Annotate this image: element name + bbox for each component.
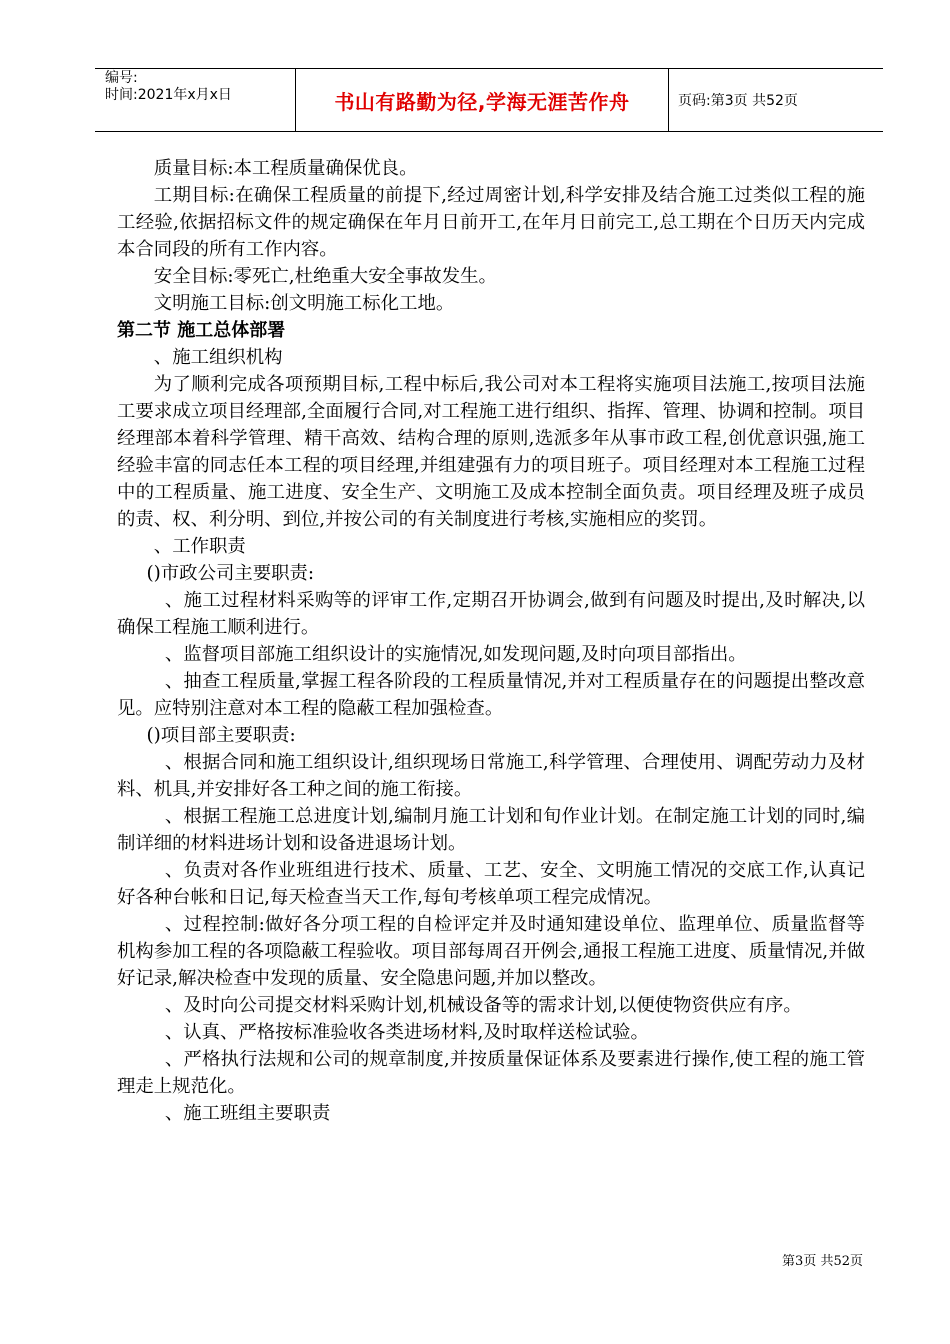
schedule-goal: 工期目标:在确保工程质量的前提下,经过周密计划,科学安排及结合施工过类似工程的施工经验,依据招标文件的规定确保在年月日前开工,在年月日前完工,总工期在个日历天内完成本合同段的所有工作内容。 — [117, 185, 865, 260]
list-item: 、及时向公司提交材料采购计划,机械设备等的需求计划,以便使物资供应有序。 — [164, 995, 802, 1016]
header-page-info: 页码:第3页 共52页 — [678, 93, 798, 109]
subsection-title: 、工作职责 — [153, 536, 246, 557]
list-item: 、负责对各作业班组进行技术、质量、工艺、安全、文明施工情况的交底工作,认真记好各种台帐和日记,每天检查当天工作,每旬考核单项工程完成情况。 — [117, 860, 865, 908]
list-item: 、施工过程材料采购等的评审工作,定期召开协调会,做到有问题及时提出,及时解决,以确保工程施工顺利进行。 — [117, 590, 865, 638]
subsection-title: 、施工班组主要职责 — [164, 1103, 331, 1124]
header-meta — [95, 69, 296, 131]
list-item: 、严格执行法规和公司的规章制度,并按质量保证体系及要素进行操作,使工程的施工管理走上规范化。 — [117, 1049, 865, 1097]
header-motto: 书山有路勤为径,学海无涯苦作舟 — [296, 69, 669, 131]
paragraph: 为了顺利完成各项预期目标,工程中标后,我公司对本工程将实施项目法施工,按项目法施工要求成立项目经理部,全面履行合同,对工程施工进行组织、指挥、管理、协调和控制。项目经理部本着科学管理、精干高效、结构合理的原则,选派多年从事市政工程,创优意识强,施工经验丰富的同志任本工程的项目经理,并组建强有力的项目班子。项目经理对本工程施工过程中的工程质量、施工进度、安全生产、文明施工及成本控制全面负责。项目经理及班子成员的责、权、利分明、到位,并按公司的有关制度进行考核,实施相应的奖罚。 — [117, 374, 865, 530]
list-heading: ()市政公司主要职责: — [146, 563, 315, 584]
list-item: 、根据合同和施工组织设计,组织现场日常施工,科学管理、合理使用、调配劳动力及材料、机具,并安排好各工种之间的施工衔接。 — [117, 752, 865, 800]
document-number: 编号: — [105, 70, 138, 86]
page-footer: 第3页 共52页 — [782, 1254, 863, 1269]
list-item: 、根据工程施工总进度计划,编制月施工计划和旬作业计划。在制定施工计划的同时,编制详细的材料进场计划和设备进退场计划。 — [117, 806, 865, 854]
list-item: 、过程控制:做好各分项工程的自检评定并及时通知建设单位、监理单位、质量监督等机构参加工程的各项隐蔽工程验收。项目部每周召开例会,通报工程施工进度、质量情况,并做好记录,解决检查中发现的质量、安全隐患问题,并加以整改。 — [117, 914, 865, 989]
document-time: 时间:2021年x月x日 — [105, 87, 232, 103]
list-item: 、监督项目部施工组织设计的实施情况,如发现问题,及时向项目部指出。 — [164, 644, 747, 665]
quality-goal: 质量目标:本工程质量确保优良。 — [153, 158, 418, 179]
section-heading: 第二节 施工总体部署 — [117, 320, 286, 341]
civilized-construction-goal: 文明施工目标:创文明施工标化工地。 — [153, 293, 455, 314]
list-item: 、抽查工程质量,掌握工程各阶段的工程质量情况,并对工程质量存在的问题提出整改意见。应特别注意对本工程的隐蔽工程加强检查。 — [117, 671, 865, 719]
document-body — [117, 155, 865, 1127]
subsection-title: 、施工组织机构 — [153, 347, 283, 368]
list-item: 、认真、严格按标准验收各类进场材料,及时取样送检试验。 — [164, 1022, 649, 1043]
list-heading: ()项目部主要职责: — [146, 725, 296, 746]
safety-goal: 安全目标:零死亡,杜绝重大安全事故发生。 — [153, 266, 497, 287]
page-header — [95, 68, 883, 132]
